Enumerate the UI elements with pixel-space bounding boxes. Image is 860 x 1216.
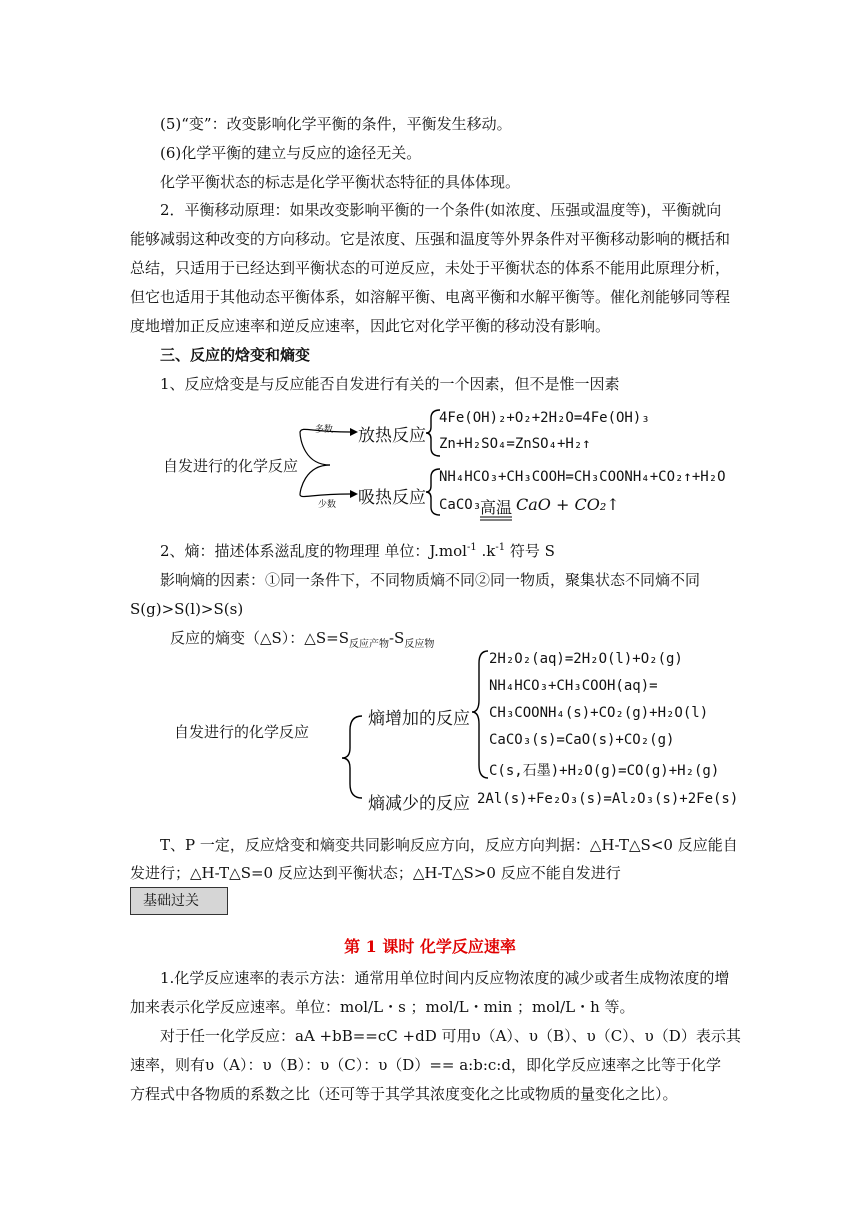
endo-equation-2-condition: 高温: [480, 498, 513, 517]
reactants-subscript: 反应物: [404, 639, 435, 650]
section-heading-enthalpy-entropy: 三、反应的焓变和熵变: [160, 346, 311, 364]
entropy-increase-equation-2: NH₄HCO₃+CH₃COOH(aq)=: [489, 678, 658, 694]
paragraph-rate-expression-1: 1.化学反应速率的表示方法：通常用单位时间内反应物浓度的减少或者生成物浓度的增: [160, 969, 730, 987]
entropy-increase-equation-1: 2H₂O₂(aq)=2H₂O(l)+O₂(g): [489, 651, 683, 667]
unit-exponent-1: -1: [466, 542, 477, 553]
paragraph-le-chatelier-1: 2．平衡移动原理：如果改变影响平衡的一个条件(如浓度、压强或温度等)，平衡就向: [160, 201, 722, 219]
exo-equation-2: Zn+H₂SO₄=ZnSO₄+H₂↑: [439, 436, 591, 452]
paragraph-le-chatelier-3: 总结，只适用于已经达到平衡状态的可逆反应，未处于平衡状态的体系不能用此原理分析，: [130, 259, 731, 277]
basic-practice-badge: 基础过关: [130, 887, 228, 915]
paragraph-le-chatelier-2: 能够减弱这种改变的方向移动。它是浓度、压强和温度等外界条件对平衡移动影响的概括和: [130, 230, 731, 248]
unit-exponent-2: -1: [495, 542, 506, 553]
paragraph-enthalpy-factor: 1、反应焓变是与反应能否自发进行有关的一个因素，但不是惟一因素: [160, 375, 620, 393]
paragraph-le-chatelier-5: 度地增加正反应速率和逆反应速率，因此它对化学平衡的移动没有影响。: [130, 317, 611, 335]
arrow-label-majority: 多数: [315, 425, 334, 435]
paragraph-entropy-order: S(g)>S(l)>S(s): [130, 600, 244, 618]
entropy-increase-label: 熵增加的反应: [368, 709, 470, 729]
entropy-unit-k: .k: [476, 542, 496, 560]
paragraph-rate-ratio-3: 方程式中各物质的系数之比（还可等于其学其浓度变化之比或物质的量变化之比）。: [130, 1085, 678, 1103]
entropy-definition-text: 2、熵：描述体系滋乱度的物理理 单位：J.mol: [160, 542, 467, 560]
diagram1-root-label: 自发进行的化学反应: [163, 457, 299, 475]
lesson-title: 第 1 课时 化学反应速率: [344, 937, 516, 956]
endo-equation-2-reactant: CaCO₃: [439, 497, 482, 513]
paragraph-direction-criterion-1: T、P 一定，反应焓变和熵变共同影响反应方向，反应方向判据：△H-T△S<0 反应能自: [160, 836, 738, 854]
entropy-decrease-equation: 2Al(s)+Fe₂O₃(s)=Al₂O₃(s)+2Fe(s): [477, 791, 739, 807]
products-subscript: 反应产物: [348, 639, 389, 650]
diagram2-root-label: 自发进行的化学反应: [174, 723, 310, 741]
endothermic-label: 吸热反应: [358, 488, 426, 508]
entropy-increase-equation-3: CaCO₃(s)=CaO(s)+CO₂(g): [489, 732, 675, 748]
paragraph-rate-ratio-1: 对于任一化学反应：aA +bB==cC +dD 可用υ（A）、υ（B）、υ（C）、υ（D）表示其: [160, 1027, 741, 1045]
entropy-minus: -S: [388, 629, 405, 647]
paragraph-condition-change: (5)“变”：改变影响化学平衡的条件，平衡发生移动。: [160, 115, 512, 133]
paragraph-direction-criterion-2: 发进行；△H-T△S=0 反应达到平衡状态；△H-T△S>0 反应不能自发进行: [130, 864, 621, 882]
exo-equation-1: 4Fe(OH)₂+O₂+2H₂O=4Fe(OH)₃: [439, 410, 650, 426]
entropy-symbol-text: 符号 S: [505, 542, 555, 560]
entropy-increase-equation-2-cont: CH₃COONH₄(s)+CO₂(g)+H₂O(l): [489, 705, 709, 721]
arrow-label-minority: 少数: [318, 500, 337, 510]
paragraph-rate-expression-2: 加来表示化学反应速率。单位：mol/L・s ；mol/L・min ；mol/L・h 等。: [130, 998, 635, 1016]
paragraph-entropy-factors: 影响熵的因素：①同一条件下，不同物质熵不同②同一物质，聚集状态不同熵不同: [160, 571, 701, 589]
entropy-decrease-label: 熵减少的反应: [368, 794, 470, 814]
endo-equation-2-products: CaO + CO₂↑: [516, 495, 620, 514]
exothermic-label: 放热反应: [358, 426, 426, 446]
paragraph-le-chatelier-4: 但它也适用于其他动态平衡体系，如溶解平衡、电离平衡和水解平衡等。催化剂能够同等程: [130, 288, 731, 306]
paragraph-rate-ratio-2: 速率，则有υ（A）：υ（B）：υ（C）：υ（D）== a:b:c:d，即化学反应速率之比等于化学: [130, 1056, 721, 1074]
endo-equation-1: NH₄HCO₃+CH₃COOH=CH₃COONH₄+CO₂↑+H₂O: [439, 469, 726, 485]
paragraph-equilibrium-sign: 化学平衡状态的标志是化学平衡状态特征的具体体现。: [160, 173, 521, 191]
paragraph-path-independence: (6)化学平衡的建立与反应的途径无关。: [160, 144, 422, 162]
entropy-increase-equation-4: C(s,石墨)+H₂O(g)=CO(g)+H₂(g): [489, 763, 720, 779]
entropy-change-text: 反应的熵变（△S）：△S=S: [170, 629, 349, 647]
